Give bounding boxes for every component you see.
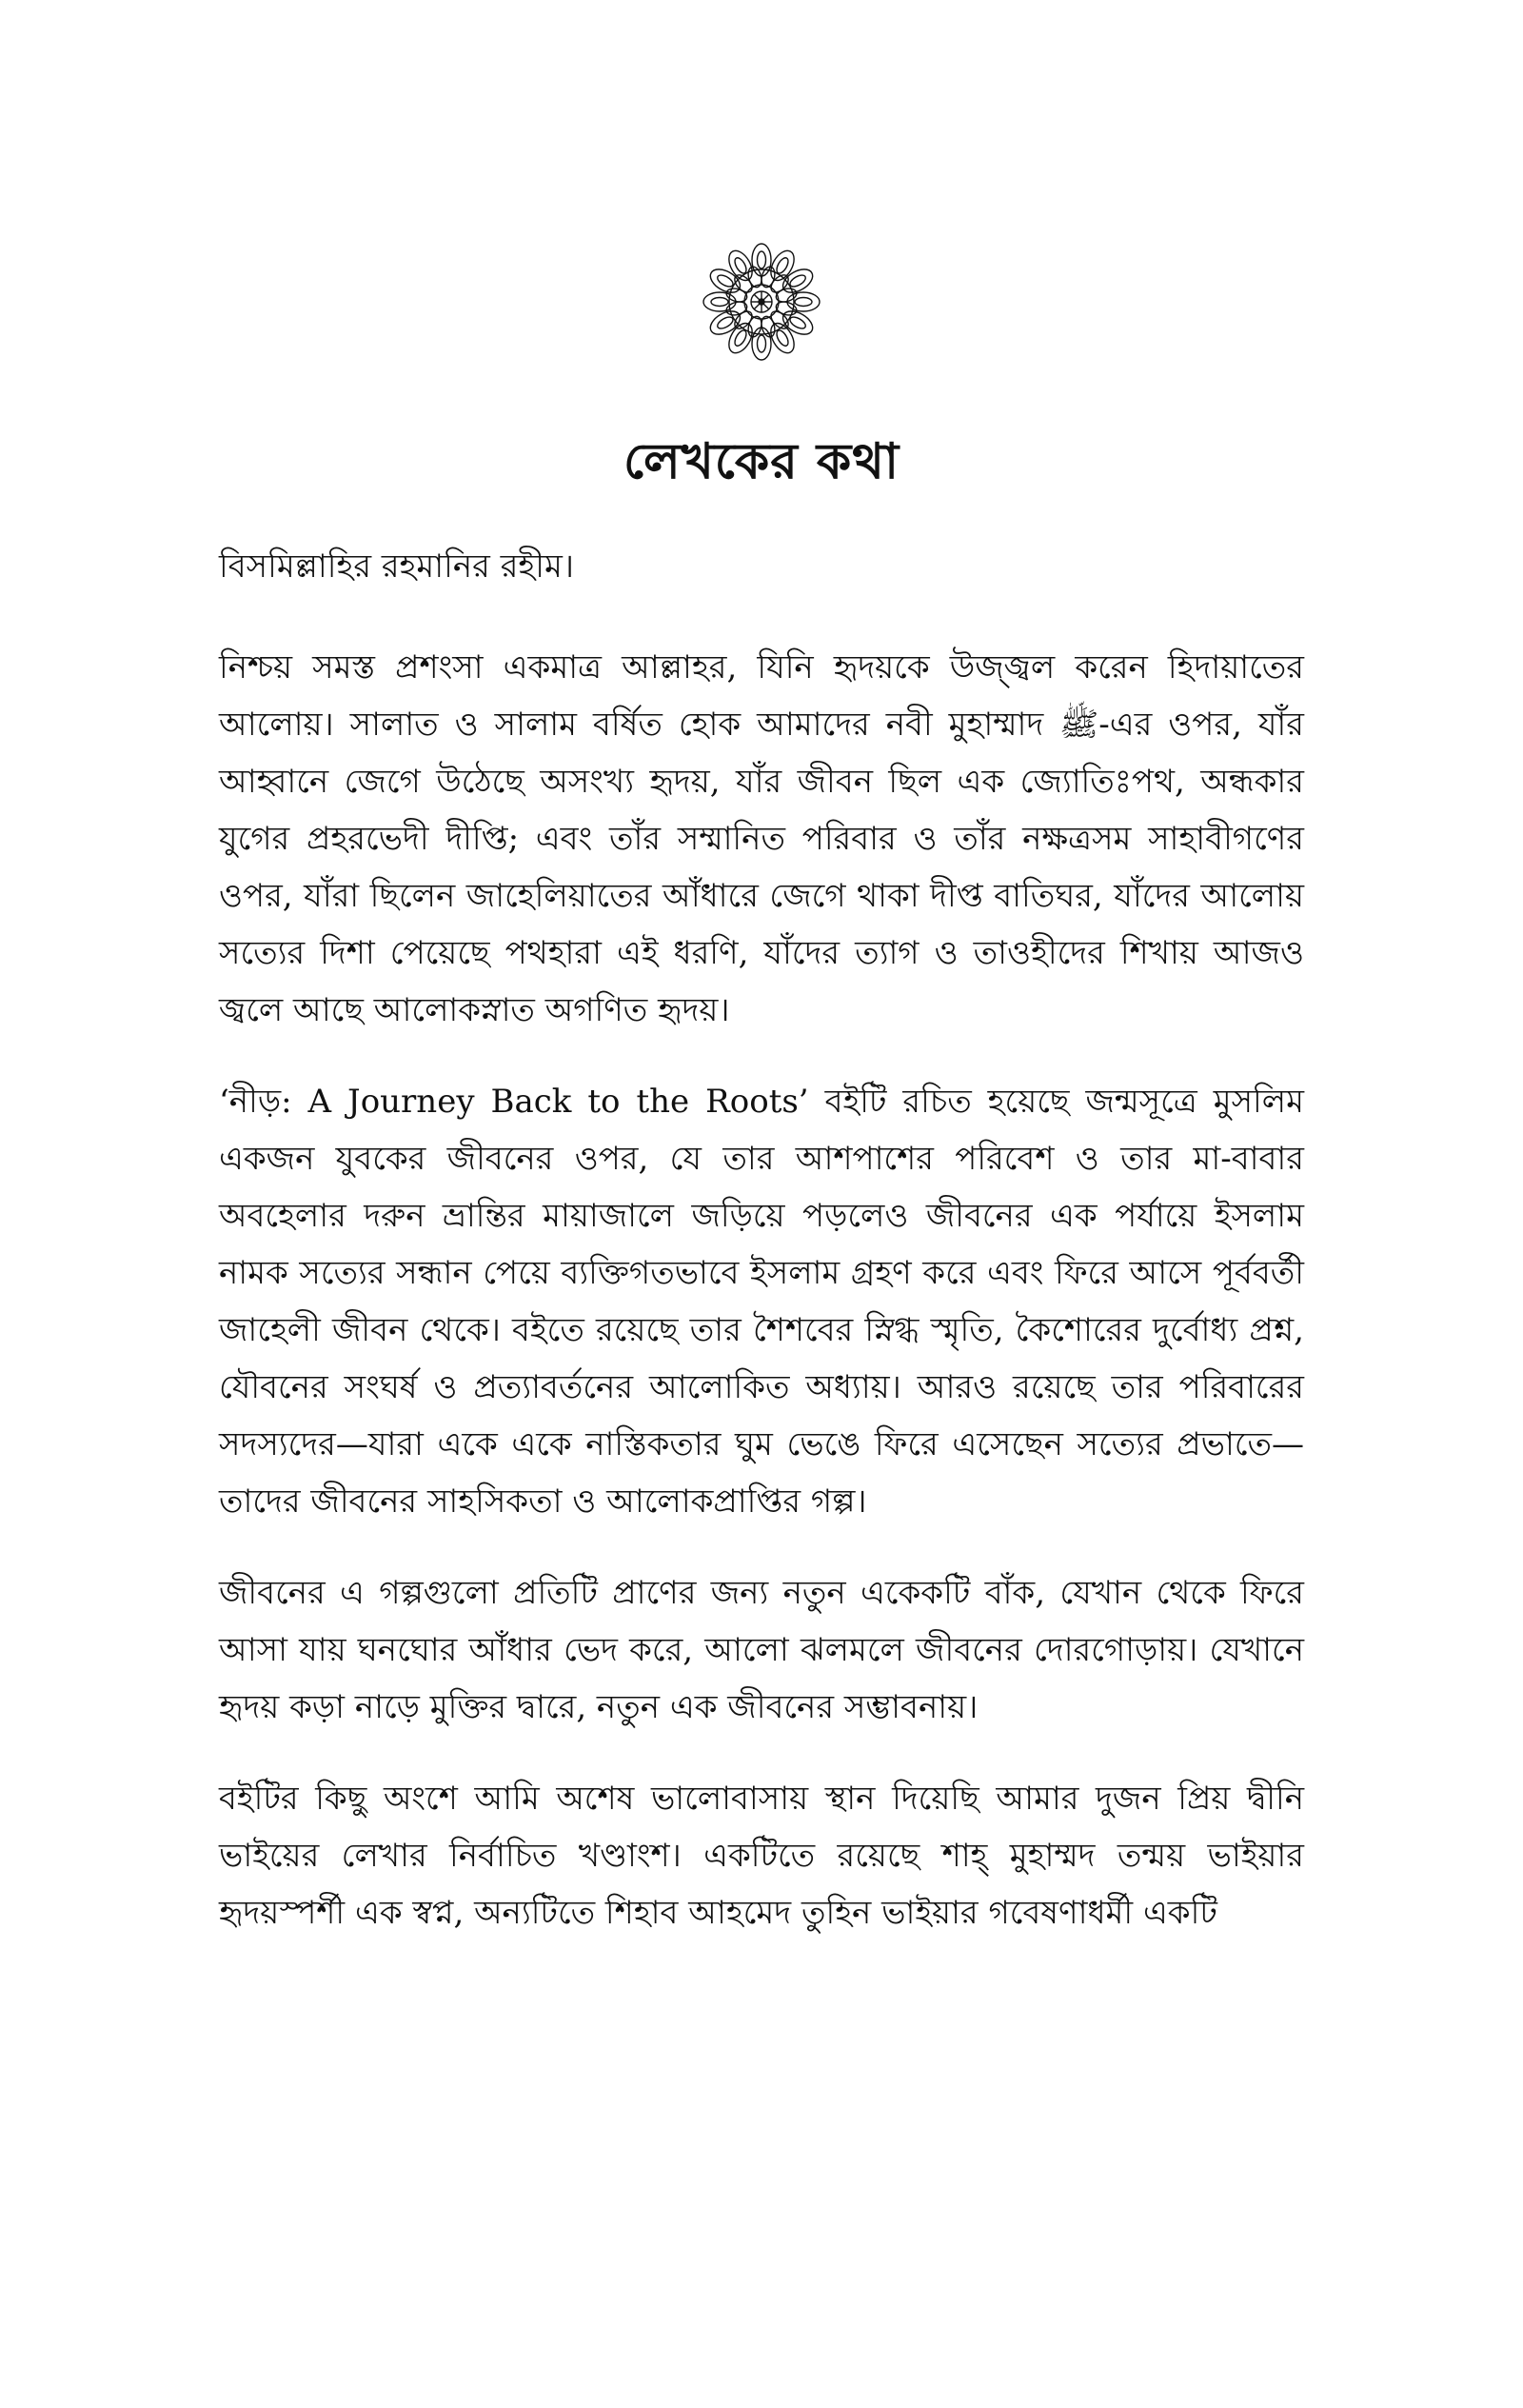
paragraph-stories: জীবনের এ গল্পগুলো প্রতিটি প্রাণের জন্য নতুন একেকটি বাঁক, যেখান থেকে ফিরে আসা যায় ঘনঘোর আঁধার ভেদ করে, আলো ঝলমলে জীবনের দোরগোড়ায়। যেখানে হৃদয় কড়া নাড়ে মুক্তির দ্বারে, নতুন এক জীবনের সম্ভাবনায়। — [219, 1574, 1304, 1726]
mandala-ornament-icon — [700, 240, 823, 364]
ornament-petal — [787, 292, 820, 311]
ornament-petal-inner — [758, 251, 766, 269]
ornament-center — [759, 299, 764, 305]
ornament-petal-inner — [711, 298, 728, 307]
paragraph-praise: নিশ্চয় সমস্ত প্রশংসা একমাত্র আল্লাহর, যিনি হৃদয়কে উজ্জ্বল করেন হিদায়াতের আলোয়। সালাত ও সালাম বর্ষিত হোক আমাদের নবী মুহাম্মাদ ﷺ-এর ওপর, যাঁর আহ্বানে জেগে উঠেছে অসংখ্য হৃদয়, যাঁর জীবন ছিল এক জ্যোতিঃপথ, অন্ধকার যুগের প্রহরভেদী দীপ্তি; এবং তাঁর সম্মানিত পরিবার ও তাঁর নক্ষত্রসম সাহাবীগণের ওপর, যাঁরা ছিলেন জাহেলিয়াতের আঁধারে জেগে থাকা দীপ্ত বাতিঘর, যাঁদের আলোয় সত্যের দিশা পেয়েছে পথহারা এই ধরণি, যাঁদের ত্যাগ ও তাওহীদের শিখায় আজও জ্বলে আছে আলোকস্নাত অগণিত হৃদয়। — [219, 648, 1304, 1029]
paragraph-contributors: বইটির কিছু অংশে আমি অশেষ ভালোবাসায় স্থান দিয়েছি আমার দুজন প্রিয় দ্বীনি ভাইয়ের লেখার নির্বাচিত খণ্ডাংশ। একটিতে রয়েছে শাহ্ মুহাম্মদ তন্ময় ভাইয়ার হৃদয়স্পর্শী এক স্বপ্ন, অন্যটিতে শিহাব আহমেদ তুহিন ভাইয়ার গবেষণাধর্মী একটি — [219, 1780, 1304, 1932]
ornament-petal-inner — [733, 256, 749, 275]
ornament-petal-inner — [775, 328, 791, 348]
ornament-petal-inner — [788, 273, 807, 289]
paragraph-greeting: বিসমিল্লাহির রহমানির রহীম। — [219, 547, 575, 586]
page-title: লেখকের কথা — [623, 433, 900, 490]
ornament-petal-inner — [716, 273, 735, 289]
ornament-petal-inner — [733, 328, 749, 348]
ornament-petal-inner — [795, 298, 812, 307]
ornament-petal-inner — [775, 256, 791, 275]
page-body — [219, 538, 1304, 1976]
ornament-petal-inner — [758, 335, 766, 352]
ornament-petal — [752, 328, 771, 360]
ornament-petal — [752, 244, 771, 276]
ornament-petal-inner — [788, 315, 807, 331]
ornament-petal-inner — [716, 315, 735, 331]
paragraph-book-intro: ‘নীড়: A Journey Back to the Roots’ বইটি রচিত হয়েছে জন্মসূত্রে মুসলিম একজন যুবকের জীবনের ওপর, যে তার আশপাশের পরিবেশ ও তার মা-বাবার অবহেলার দরুন ভ্রান্তির মায়াজালে জড়িয়ে পড়লেও জীবনের এক পর্যায়ে ইসলাম নামক সত্যের সন্ধান পেয়ে ব্যক্তিগতভাবে ইসলাম গ্রহণ করে এবং ফিরে আসে পূর্ববর্তী জাহেলী জীবন থেকে। বইতে রয়েছে তার শৈশবের স্নিগ্ধ স্মৃতি, কৈশোরের দুর্বোধ্য প্রশ্ন, যৌবনের সংঘর্ষ ও প্রত্যাবর্তনের আলোকিত অধ্যায়। আরও রয়েছে তার পরিবারের সদস্যদের—যারা একে একে নাস্তিকতার ঘুম ভেঙে ফিরে এসেছেন সত্যের প্রভাতে—তাদের জীবনের সাহসিকতা ও আলোকপ্রাপ্তির গল্প। — [219, 1083, 1304, 1521]
ornament-petal — [703, 292, 736, 311]
